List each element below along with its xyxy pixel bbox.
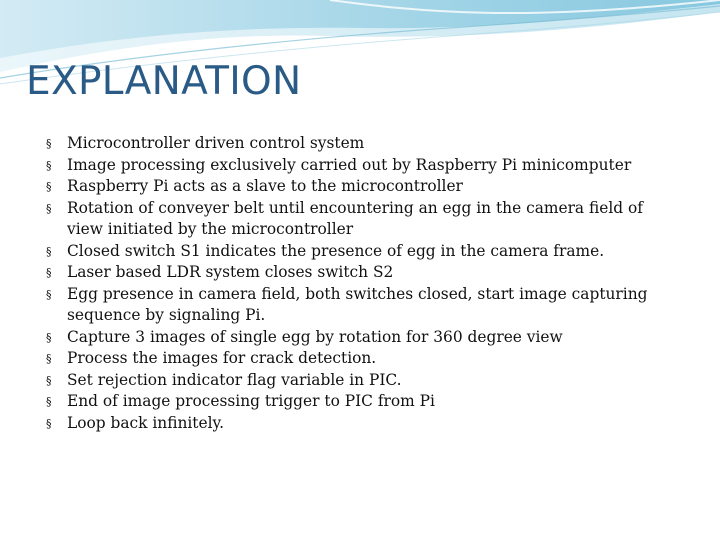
bullet-item <box>46 155 666 177</box>
bullet-item <box>46 348 666 370</box>
section-sign-bullet-icon: § <box>46 158 52 172</box>
bullet-item <box>46 133 666 155</box>
bullet-text: Raspberry Pi acts as a slave to the microcontroller <box>67 177 463 195</box>
bullet-item <box>46 198 666 241</box>
section-sign-bullet-icon: § <box>46 352 52 365</box>
bullet-text: End of image processing trigger to PIC from Pi <box>67 392 435 410</box>
bullet-text: Set rejection indicator flag variable in PIC. <box>67 370 402 389</box>
bullet-item <box>46 262 666 284</box>
section-sign-bullet-icon: § <box>46 244 52 258</box>
section-sign-bullet-icon: § <box>46 330 52 344</box>
bullet-list <box>46 133 666 434</box>
section-sign-bullet-icon: § <box>46 416 52 430</box>
bullet-text: Rotation of conveyer belt until encountering an egg in the camera field of view initiated by the microcontroller <box>67 198 643 238</box>
bullet-text: Egg presence in camera field, both switches closed, start image capturing sequence by signaling Pi. <box>67 284 648 324</box>
slide-title: EXPLANATION <box>26 59 302 104</box>
bullet-text: Closed switch S1 indicates the presence of egg in the camera frame. <box>67 241 605 260</box>
bullet-text: Microcontroller driven control system <box>67 134 365 152</box>
bullet-text: Process the images for crack detection. <box>67 349 377 367</box>
section-sign-bullet-icon: § <box>46 137 52 150</box>
bullet-item <box>46 413 666 435</box>
bullet-text: Laser based LDR system closes switch S2 <box>67 263 394 281</box>
bullet-item <box>46 327 666 349</box>
bullet-text: Capture 3 images of single egg by rotation for 360 degree view <box>67 327 563 346</box>
bullet-item <box>46 284 666 327</box>
section-sign-bullet-icon: § <box>46 395 52 408</box>
bullet-item <box>46 370 666 392</box>
bullet-text: Loop back infinitely. <box>67 413 225 432</box>
section-sign-bullet-icon: § <box>46 201 52 215</box>
section-sign-bullet-icon: § <box>46 266 52 279</box>
section-sign-bullet-icon: § <box>46 180 52 193</box>
bullet-item <box>46 391 666 413</box>
bullet-text: Image processing exclusively carried out by Raspberry Pi minicomputer <box>67 155 632 174</box>
section-sign-bullet-icon: § <box>46 373 52 387</box>
section-sign-bullet-icon: § <box>46 287 52 301</box>
bullet-item <box>46 176 666 198</box>
bullet-item <box>46 241 666 263</box>
